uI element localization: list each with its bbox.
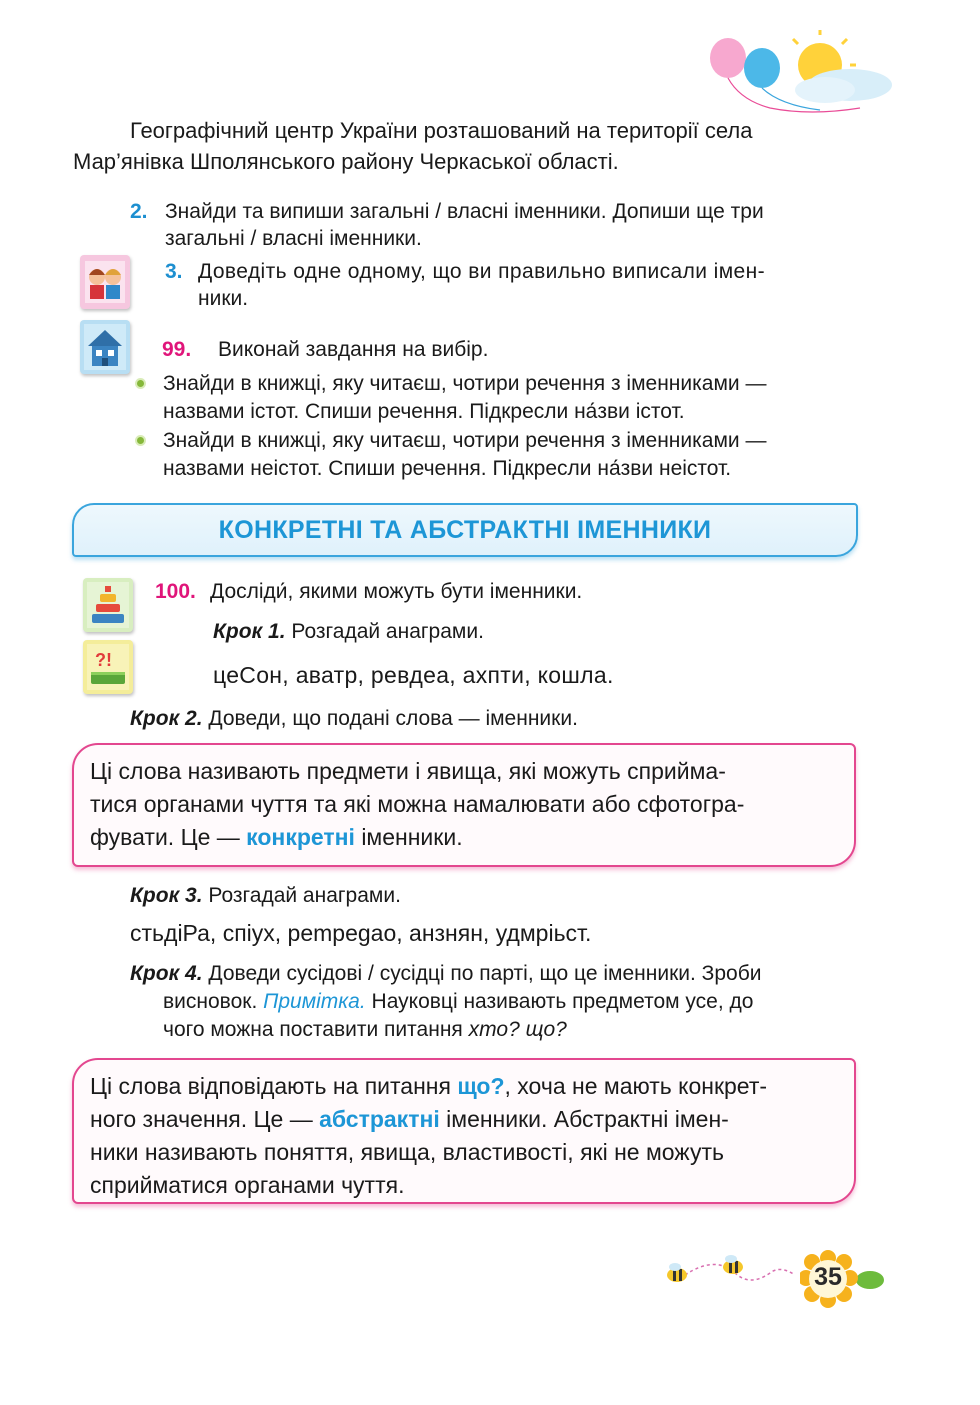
step-4-text-2a: висновок. — [163, 990, 258, 1013]
topic-title: КОНКРЕТНІ ТА АБСТРАКТНІ ІМЕННИКИ — [218, 515, 712, 544]
rule-1-line-3 — [90, 821, 838, 854]
step-2-label: Крок 2. — [130, 707, 203, 730]
task-2-number: 2. — [130, 200, 148, 223]
rule-1-text-end: іменники. — [361, 824, 463, 850]
svg-text:?!: ?! — [95, 650, 112, 670]
rule-2-line-3: ники називають поняття, явища, властивості, які не можуть — [90, 1139, 724, 1165]
rule-2-text-2a: ного значення. Це — — [90, 1106, 313, 1132]
step-3-label: Крок 3. — [130, 884, 203, 907]
rule-box-abstract — [72, 1058, 856, 1204]
option-bullet — [135, 435, 146, 446]
term-abstract: абстрактні — [319, 1106, 440, 1132]
pyramid-toy-icon — [83, 578, 133, 632]
step-2-text: Доведи, що подані слова — іменники. — [208, 707, 578, 730]
exercise-99-title: Виконай завдання на вибір. — [218, 338, 489, 361]
step-3-text: Розгадай анаграми. — [208, 884, 401, 907]
rule-1-line-2: тися органами чуття та які можна намалювати або сфотогра- — [90, 791, 745, 817]
bee-icon — [655, 1245, 805, 1305]
option-2-line-2: назвами неістот. Спиши речення. Підкресли на́зви неістот. — [163, 457, 732, 480]
step-1 — [213, 616, 484, 647]
step-3 — [130, 880, 401, 911]
rule-2-text-1a: Ці слова відповідають на питання — [90, 1073, 451, 1099]
step-4-text-3a: чого можна поставити питання — [163, 1018, 463, 1041]
house-icon — [80, 320, 130, 374]
intro-line-2: Мар’янівка Шполянського району Черкаської області. — [73, 149, 619, 174]
rule-1-line-1: Ці слова називають предмети і явища, які можуть сприйма- — [90, 758, 726, 784]
exercise-100-number: 100. — [155, 580, 196, 603]
task-3-line-1: Доведіть одне одному, що ви правильно виписали імен- — [198, 260, 766, 283]
rule-2-line-2 — [90, 1103, 838, 1136]
intro-line-1: Географічний центр України розташований на території села — [130, 118, 753, 143]
step-4-note: Примітка. — [263, 990, 366, 1013]
step-4-line-2 — [163, 988, 753, 1016]
rule-box-concrete — [72, 743, 856, 867]
rule-2-text-2b: іменники. Абстрактні імен- — [446, 1106, 729, 1132]
children-pair-icon — [80, 255, 130, 309]
step-4-label: Крок 4. — [130, 962, 203, 985]
step-4-text-1: Доведи сусідові / сусідці по парті, що це іменники. Зроби — [208, 962, 762, 985]
option-1-line-1: Знайди в книжці, яку читаєш, чотири речення з іменниками — — [163, 372, 767, 395]
rule-2-line-4: сприйматися органами чуття. — [90, 1172, 405, 1198]
option-1-line-2: назвами істот. Спиши речення. Підкресли на́зви істот. — [163, 400, 685, 423]
topic-banner — [72, 503, 858, 557]
option-2-line-1: Знайди в книжці, яку читаєш, чотири речення з іменниками — — [163, 429, 767, 452]
rule-2-line-1 — [90, 1070, 838, 1103]
step-1-text: Розгадай анаграми. — [291, 620, 484, 643]
sunflower-icon — [800, 1250, 885, 1310]
anagrams-2: стьдіРа, спіух, рempegao, анзнян, удмріьст. — [130, 920, 592, 946]
step-4-line-1 — [130, 960, 761, 988]
task-2-line-2: загальні / власні іменники. — [165, 227, 422, 250]
step-2 — [130, 703, 578, 734]
task-2-line-1: Знайди та випиши загальні / власні іменники. Допиши ще три — [165, 200, 764, 223]
exercise-99-number: 99. — [162, 338, 192, 361]
step-1-label: Крок 1. — [213, 620, 286, 643]
page-number: 35 — [814, 1263, 842, 1291]
option-bullet — [135, 378, 146, 389]
step-4-line-3 — [163, 1016, 567, 1044]
task-3-line-2: ники. — [198, 287, 249, 310]
task-3-number: 3. — [165, 260, 183, 283]
exercise-100-title: Досліди́, якими можуть бути іменники. — [210, 580, 583, 603]
question-what: що? — [457, 1073, 505, 1099]
puzzle-book-icon — [83, 640, 133, 694]
rule-1-text: фувати. Це — — [90, 824, 240, 850]
step-4-questions: хто? що? — [468, 1018, 567, 1041]
rule-2-text-1b: , хоча не мають конкрет- — [504, 1073, 768, 1099]
balloons-sun-icon — [700, 30, 900, 120]
term-concrete: конкретні — [246, 824, 355, 850]
step-4-text-2b: Науковці називають предметом усе, до — [371, 990, 754, 1013]
anagrams-1: цеСон, аватр, ревдеа, ахпти, кошла. — [213, 662, 614, 688]
